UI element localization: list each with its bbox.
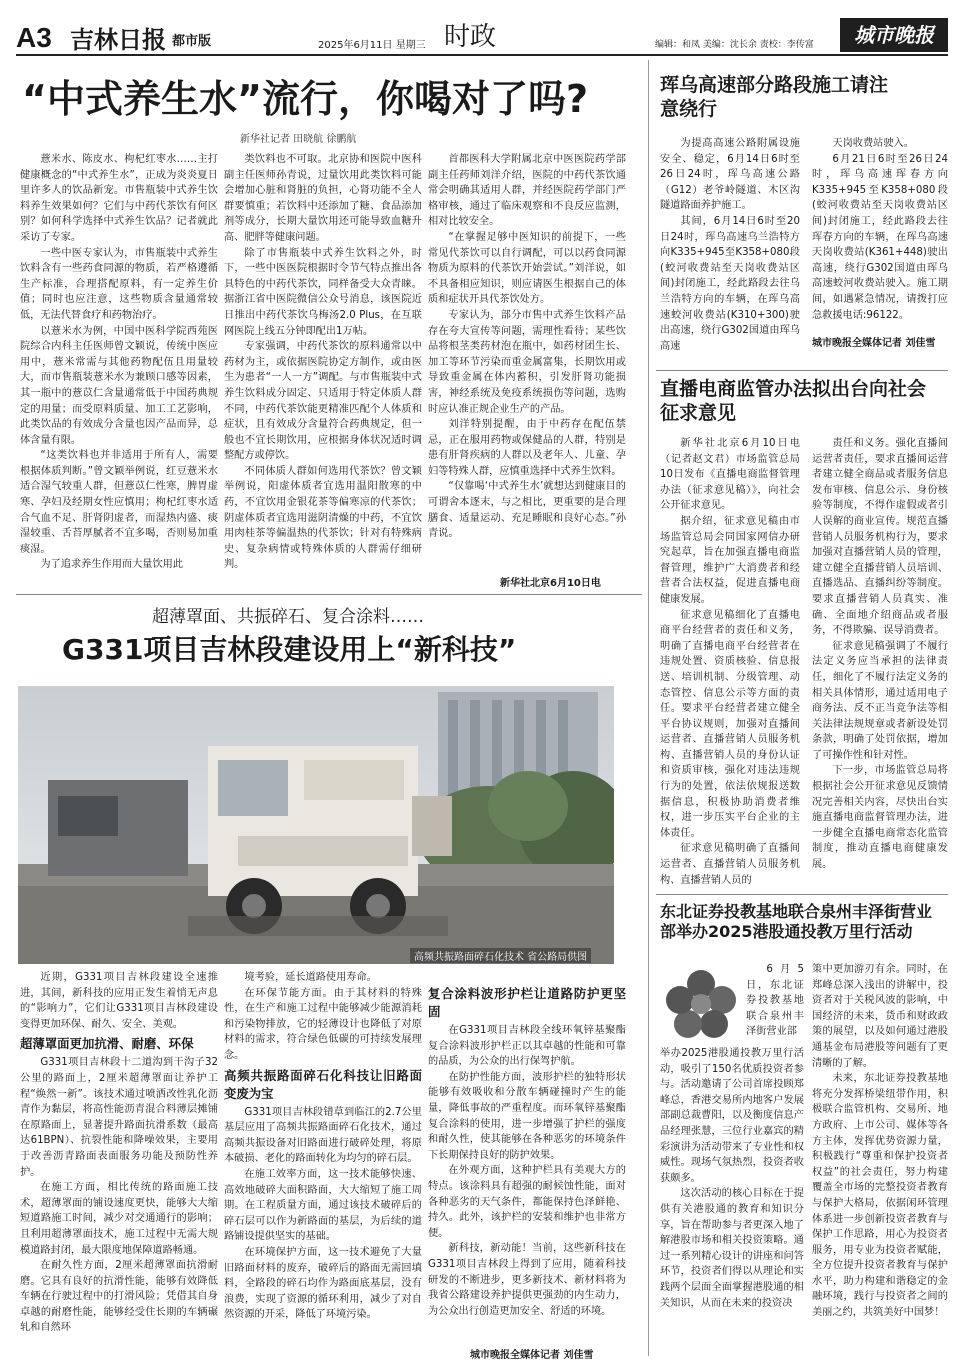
road-column-2 [224,970,422,1362]
paragraph: 天岗收费站驶入。 [832,138,914,149]
paragraph: 刘洋特别提醒，由于中药存在配伍禁忌，正在服用药物或保健品的人群，特别是患有肝肾疾病的人群以及老年人、儿童、孕妇等特殊人群，应慎重选择中式养生饮料。 [428,419,626,477]
photo-caption: 高频共振路面碎石化技术 省公路局供图 [410,948,591,963]
tea-headline: “中式养生水”流行，你喝对了吗? [22,77,588,121]
paragraph: 征求意见稿细化了直播电商平台经营者的责任和义务，明确了直播电商平台经营者在违规处置、资质核验、信息报送、培训机制、分级管理、动态管控、信息公示等方面的责任。要求平台经营者建立健全平台协议规则，加强对直播间运营者、直播营销人员服务机构、直播营销人员的身份认证和资质审核，强化对违法违规行为的处置，依法依规报送数据信息，积极协助消费者维权，进一步压实平台企业的主体责任。 [660,609,800,839]
road-kicker: 超薄罩面、共振碎石、复合涂料…… [152,607,424,627]
paragraph: 责任和义务。强化直播间运营者责任，要求直播间运营者建立健全商品或者服务信息发布审核、信息公示、身份核验等制度，不得作虚假或者引人误解的商业宣传。规范直播营销人员服务机构行为，要求加强对直播营销人员的管理，建立健全直播营销人员培训、直播选品、直播纠纷等制度。要求直播营销人员真实、准确、全面地介绍商品或者服务，不得欺骗、误导消费者。 [812,438,948,637]
paragraph: 在施工方面，相比传统的路面施工技术，超薄罩面的铺设速度更快，能够大大缩短道路施工时间，减少对交通通行的影响；且利用超薄罩面技术，施工过程中无需大规模道路封闭，最大限度地保障道路畅通。 [20,1182,218,1256]
stock-headline: 东北证券投教基地联合泉州丰泽街营业部举办2025港股通投教万里行活动 [660,902,933,941]
paragraph: “仅靠喝‘中式养生水’就想达到健康目的可谓舍本逐末，与之相比，更重要的是合理膳食、适量运动、充足睡眠和良好心态。”孙青说。 [428,481,626,540]
flower-emblem [660,962,742,1042]
paragraph: 在防护性能方面，波形护栏的独特形状能够有效吸收和分散车辆碰撞时产生的能量，降低事故的严重程度。而环氧锌基聚酯复合涂料的使用，进一步增强了护栏的强度和耐久性，使其能够在各种恶劣的环境条件下长期保持良好的防护效果。 [428,1071,626,1161]
paragraph: 类饮料也不可取。北京协和医院中医科副主任医师孙青说，过量饮用此类饮料可能会增加心脏和肾脏的负担，心肾功能不全人群要慎重；若饮料中还添加了糖、食品添加剂等成分，长期大量饮用还可能导致血糖升高、肥胖等健康问题。 [224,154,422,243]
road-column-3 [428,982,626,1344]
paragraph: 6月5日，东北证券投教基地联合泉州丰泽街营业部 [746,964,804,1038]
tea-column-3 [428,152,626,572]
paragraph: 新科技，新动能！当前，这些新科技在G331项目吉林段上得到了应用，随着科技研发的不断进步，更多新技术、新材料将为我省公路建设养护提供更强劲的内生动力，为公众出行创造更加安全、舒适的环境。 [428,1243,626,1317]
masthead-divider [16,54,948,56]
road-headline: G331项目吉林段建设用上“新科技” [62,633,517,666]
highway-column-2 [812,136,948,336]
road-photo [18,686,614,964]
paragraph: 一些中医专家认为，市售瓶装中式养生饮料含有一些药食同源的物质，若严格遵循生产标准，合理搭配原料，有一定养生价值；同时也应注意，这些物质含量通常较低，无法代替食疗和药物治疗。 [20,247,218,321]
live-commerce-headline: 直播电商监管办法拟出台向社会征求意见 [660,378,927,424]
paragraph: 薏米水、陈皮水、枸杞红枣水……主打健康概念的“中式养生水”，正成为炎炎夏日里许多人的饮品新宠。市售瓶装中式养生饮料养生效果如何？它们与中药代茶饮有何区别？如何科学选择中式养生饮品？记者就此采访了专家。 [20,154,218,243]
road-paver-illustration [18,686,614,964]
brand-logo: 城市晚报 [840,18,948,52]
stock-intro [746,962,804,1042]
edition-label: 都市版 [172,34,212,49]
paragraph: 以薏米水为例，中国中医科学院西苑医院综合内科主任医师曾文颖说，传统中医应用中，薏米常需与其他药物配伍且用量较大，而市售瓶装薏米水为兼顾口感等因素，其一瓶中的薏苡仁含量通常低于中国药典规定的用量；而受原料质量、加工工艺影响，此类饮品的有效成分含量也因产品而异，总体含量有限。 [20,325,218,446]
paragraph: 策中更加游刃有余。同时，在郑峰总深入浅出的讲解中，投资者对于关税风波的影响，中国经济的未来，货币和财政政策的展望，以及如何通过港股通基金布局港股等问题有了更清晰的了解。 [812,964,948,1069]
live-commerce-column-1 [660,436,800,884]
paragraph: 为了追求养生作用而大量饮用此 [40,559,184,571]
road-reporter: 城市晚报全媒体记者 刘佳雪 [470,1350,594,1361]
live-commerce-column-2 [812,436,948,884]
paragraph: G331项目吉林段错草到临江的2.7公里基层应用了高频共振路面碎石化技术，通过高频共振设备对旧路面进行破碎处理，将原本破损、老化的路面转化为均匀的碎石层。 [224,1106,422,1165]
paragraph: 未来，东北证券投教基地将充分发挥桥梁纽带作用，积极联合监管机构、交易所、地方政府、上市公司、媒体等各方主体，发挥优势资源力量，积极践行“尊重和保护投资者权益”的社会责任，努力构建覆盖全市场的完整投资者教育与保护大格局，依据闲环管理体系进一步创新投资者教育与保护工作思路，用心为投资者服务，用专业为投资者赋能，全方位提升投资者教育与保护水平，助力构建和谐稳定的金融环境，践行与投资者之间的美丽之约，共筑美好中国梦！ [812,1073,948,1319]
highway-reporter: 城市晚报全媒体记者 刘佳雪 [812,338,936,349]
paragraph: G331项目吉林段十二道沟到干沟子32公里的路面上，2厘米超薄罩面让养护工程“焕然一新”。该技术通过喷洒改性乳化沥青作为黏层，将高性能沥青混合料薄层摊铺在原路面上，显著提升路面抗滑系数（最高达61BPN）、抗裂性能和降噪效果，主要用于改善沥青路面表面服务功能及预防性养护。 [20,1057,218,1178]
flower-icon [660,962,742,1042]
paragraph: 专家强调，中药代茶饮的原料通常以中药材为主，或依据医院协定方制作，或由医生为患者“一人一方”调配。与市售瓶装中式养生饮料成分固定、只适用于特定体质人群不同，中药代茶饮能更精准匹配个人体质和症状，且有效成分含量符合药典规定，但一般也不宜长期饮用，应根据身体状况适时调整配方或停饮。 [224,341,422,462]
editor-credits: 编辑：和凤 美编：沈长余 责校：李传富 [655,40,814,50]
paragraph: 据介绍，征求意见稿由市场监管总局会同国家网信办研究起草，旨在加强直播电商监督管理，维护广大消费者和经营者合法权益，促进直播电商健康发展。 [660,515,800,605]
paragraph: 在施工效率方面，这一技术能够快速、高效地破碎大面积路面，大大缩短了施工周期。在工程质量方面，通过该技术破碎后的碎石层可以作为新路面的基层，为后续的道路铺设提供坚实的基础。 [224,1168,422,1243]
paragraph: 首都医科大学附属北京中医医院药学部副主任药师刘洋介绍，医院的中药代茶饮通常会明确其适用人群，并经医院药学部门严格审核，通过了临床观察和不良反应监测，相对比较安全。 [428,154,626,228]
paragraph: 在外观方面，这种护栏具有美观大方的特点。该涂料具有超强的耐候蚀性能，面对各种恶劣的天气条件，都能保持色泽鲜艳、持久。此外，该护栏的安装和维护也非常方便。 [428,1165,626,1239]
road-column-1 [20,970,218,1362]
highway-headline: 珲乌高速部分路段施工请注意绕行 [660,74,889,120]
road-subhead-2: 高频共振路面碎石化科技让旧路面变废为宝 [224,1067,422,1101]
paragraph: 征求意见稿明确了直播间运营者、直播营销人员服务机构、直播营销人员的 [660,843,800,884]
issue-date: 2025年6月11日 星期三 [318,40,426,51]
paragraph: “在掌握足够中医知识的前提下，一些常见代茶饮可以自行调配，可以以药食同源物质为原料的代茶饮开始尝试。”刘洋说，如不具备相应知识，则应请医生根据自己的体质和症状开具代茶饮处方。 [428,231,626,306]
paragraph: 其间，6月14日6时至20日24时，珲乌高速乌兰浩特方向K335+945至K358+080段(蛟河收费站至天岗收费站区间)封闭施工，经此路段去往乌兰浩特方向的车辆，在珲乌高速蛟河收费站(K310+300)驶出高速，绕行G302国道由珲乌高速 [660,215,800,352]
paragraph: 在环境保护方面，这一技术避免了大量旧路面材料的废弃，破碎后的路面无需回填料，全路段的碎石均作为路面底基层，没有浪费，实现了资源的循环利用，减少了对自然资源的开采，降低了环境污染。 [224,1246,422,1321]
road-subhead-1: 超薄罩面更加抗滑、耐磨、环保 [20,1036,194,1052]
paragraph: 境考验，延长道路使用寿命。 [244,972,377,983]
tea-byline: 新华社记者 田晓航 徐鹏航 [240,134,357,145]
paragraph: 举办2025港股通投教万里行活动，吸引了150名优质投资者参与。活动邀请了公司首席投顾郑峰总，香港交易所内地客户发展部副总裁曹阳，以及衡度信息产品经理张慧，三位行业嘉宾的精彩演讲为活动带来了专业性和权威性。现场气氛热烈，投资者收获颇多。 [660,1048,804,1184]
paragraph: 这次活动的核心目标在于提供有关港股通的教育和知识分享，旨在帮助参与者更深入地了解港股市场和相关投资策略。通过一系列精心设计的讲座和问答环节，投资者们得以从理论和实践两个层面全面掌握港股通的相关知识，从而在未来的投资决 [660,1188,804,1309]
paragraph: 不同体质人群如何选用代茶饮？曾文颖举例说，阳虚体质者宜选用温阳散寒的中药，不宜饮用金银花茶等偏寒凉的代茶饮；阴虚体质者宜选用滋阴清燥的中药，不宜饮用肉桂茶等偏温热的代茶饮；针对有特殊病史、复杂病情或特殊体质的人群需仔细研判。 [224,465,422,571]
paragraph: 专家认为，部分市售中式养生饮料产品存在夸大宣传等问题，需理性看待；某些饮品将根茎类药材泡在瓶中，如药材团生长、加工等环节污染而重金属富集，长期饮用或导致重金属在体内蓄积，引发肝肾功能损害，神经系统及免疫系统损伤等问题，选购时应认准正规企业生产的产品。 [428,309,626,415]
newspaper-logo: 吉林日报 [70,25,166,54]
tea-dateline: 新华社北京6月10日电 [500,578,601,589]
road-subhead-3: 复合涂料波形护栏让道路防护更坚固 [428,986,626,1019]
section-rule [16,594,642,595]
paragraph: 6月21日6时至26日24时，珲乌高速珲春方向K335+945至K358+080段(蛟河收费站至天岗收费站区间)封闭施工，经此路段去往珲春方向的车辆，在珲乌高速天岗收费站(K361+448)驶出高速，绕行G302国道由珲乌高速蛟河收费站驶入。施工期间，如遇紧急情况，请拨打应急救援电话:96122。 [812,153,948,321]
paragraph: 近期，G331项目吉林段建设全速推进，其间，新科技的应用正发生着悄无声息的“影响力”，它们让G331项目吉林段建设变得更加环保、耐久、安全、美观。 [20,972,218,1030]
section-rule [656,894,948,895]
stock-column-2 [812,962,948,1360]
highway-column-1 [660,136,800,368]
paragraph: 在耐久性方面，2厘米超薄罩面抗滑耐磨。它具有良好的抗滑性能，能够有效降低车辆在行驶过程中的打滑风险；凭借其自身卓越的耐磨性能，能够经受住长期的车辆碾轧和自然环 [20,1260,218,1334]
paragraph: 除了市售瓶装中式养生饮料之外，时下，一些中医医院根据时令节气特点推出各具特色的中药代茶饮，同样备受大众青睐。据浙江省中医院微信公众号消息，该医院近日推出中药代茶饮乌梅汤2.0 Plus，在互联网医院上线五分钟即配出1万帖。 [224,247,422,337]
paragraph: 在G331项目吉林段全线环氧锌基聚酯复合涂料波形护栏正以其卓越的性能和可靠的品质，为公众的出行保驾护航。 [428,1025,626,1068]
section-rule [656,370,948,371]
tea-column-1 [20,152,218,588]
stock-column-1 [660,1046,804,1360]
paragraph: 为提高高速公路附属设施安全、稳定，6月14日6时至26日24时，珲乌高速公路（G12）老爷岭隧道、木区沟隧道路面养护施工。 [660,138,800,212]
section-title: 时政 [444,22,497,52]
tea-column-2 [224,152,422,588]
paragraph: 新华社北京6月10日电（记者赵文君）市场监管总局10日发布《直播电商监督管理办法（征求意见稿）》，向社会公开征求意见。 [660,438,800,512]
paragraph: “这类饮料也并非适用于所有人，需要根据体质判断。”曾文颖举例说，红豆薏米水适合湿气较重人群，但薏苡仁性寒，脾胃虚寒、孕妇及经期女性应慎用；枸杞红枣水适合气血不足、肝肾阴虚者，而湿热内盛、痰湿较重、舌苔厚腻者不宜多喝，否则易加重痰湿。 [20,450,218,555]
page-number: A3 [16,22,52,53]
paragraph: 下一步，市场监管总局将根据社会公开征求意见反馈情况完善相关内容，尽快出台实施直播电商监督管理办法，进一步健全直播电商常态化监管制度，推动直播电商健康发展。 [812,765,948,871]
column-divider [648,60,649,1356]
paragraph: 征求意见稿强调了不履行法定义务应当承担的法律责任，细化了不履行法定义务的相关具体情形，通过适用电子商务法、反不正当竞争法等相关法律法规规章或者新设处罚条款，明确了处罚依据，增加了可操作性和针对性。 [812,640,948,761]
paragraph: 在环保节能方面。由于其材料的特殊性，在生产和施工过程中能够减少能源消耗和污染物排放，它的轻薄设计也降低了对原材料的需求，符合绿色低碳的可持续发展理念。 [224,987,422,1061]
